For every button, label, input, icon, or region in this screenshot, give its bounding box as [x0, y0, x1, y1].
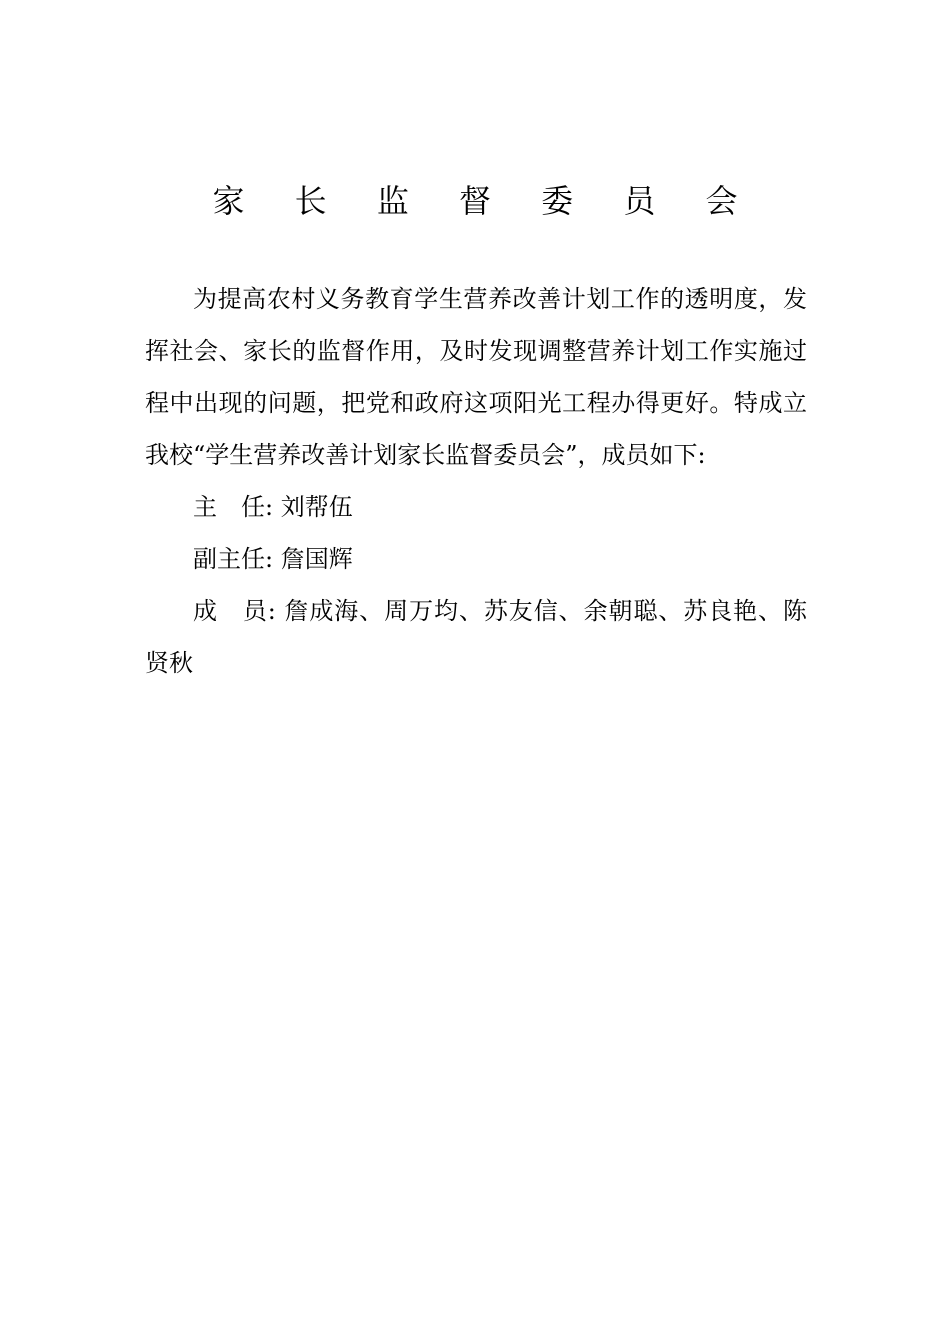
- members-separator: :: [267, 597, 285, 625]
- document-body: [145, 273, 807, 689]
- document-title: 家 长 监 督 委 员 会: [212, 182, 758, 220]
- director-line: [145, 481, 807, 533]
- deputy-director-label: 副主任: [193, 545, 265, 573]
- members-line: [145, 585, 807, 689]
- deputy-director-line: [145, 533, 807, 585]
- members-label: 成 员: [193, 597, 268, 625]
- intro-paragraph: 为提高农村义务教育学生营养改善计划工作的透明度，发挥社会、家长的监督作用，及时发现调整营养计划工作实施过程中出现的问题，把党和政府这项阳光工程办得更好。特成立我校“学生营养改善计划家长监督委员会”，成员如下:: [145, 285, 807, 469]
- director-label: 主 任: [193, 493, 265, 521]
- director-separator: :: [265, 493, 281, 521]
- deputy-director-name: 詹国辉: [280, 545, 353, 573]
- members-names: 詹成海、周万均、苏友信、余朝聪、苏良艳、陈贤秋: [145, 597, 808, 677]
- deputy-director-separator: :: [265, 545, 281, 573]
- director-name: 刘帮伍: [280, 493, 353, 521]
